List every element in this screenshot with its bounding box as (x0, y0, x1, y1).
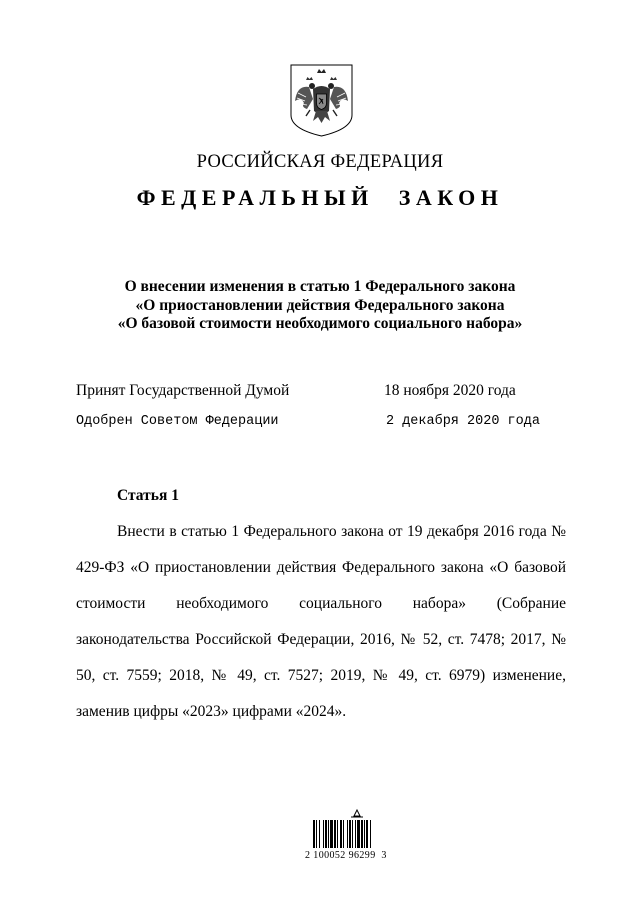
barcode-bar (370, 820, 371, 848)
document-type: ФЕДЕРАЛЬНЫЙ ЗАКОН (136, 185, 504, 210)
barcode-bar (325, 820, 327, 848)
barcode-bar (316, 820, 317, 848)
barcode-bar (364, 820, 365, 848)
barcode-bar (349, 820, 351, 848)
barcode-bar (347, 820, 348, 848)
approval-date: 2 декабря 2020 года (386, 414, 540, 429)
barcode-bar (366, 820, 368, 848)
barcode-bar (343, 820, 344, 848)
barcode-bar (361, 820, 363, 848)
barcode-bar (352, 820, 353, 848)
barcode-bar (355, 820, 356, 848)
russian-emblem-icon (289, 63, 354, 138)
barcode-bar (330, 820, 333, 848)
barcode-bar (328, 820, 329, 848)
law-title-line: «О приостановлении действия Федерального закона (135, 296, 505, 314)
barcode-bar (323, 820, 324, 848)
approved-by-label: Одобрен Советом Федерации (76, 414, 279, 429)
barcode-bar (340, 820, 342, 848)
barcode-bar (334, 820, 336, 848)
barcode-number: 2 100052 96299 3 (305, 850, 387, 861)
article-body: Внести в статью 1 Федерального закона от 19 декабря 2016 года № 429-ФЗ «О приостановлении действия Федерального закона «О базовой стоимости необходимого социального набора» (Собрание законодательства Российской Федерации, 2016, № 52, ст. 7478; 2017, № 50, ст. 7559; 2018, № 49, ст. 7527; 2019, № 49, ст. 6979) изменение, заменив цифры «2023» цифрами «2024». (76, 523, 566, 720)
adopted-by-label: Принят Государственной Думой (76, 382, 290, 399)
barcode-bar (357, 820, 360, 848)
adoption-date: 18 ноября 2020 года (384, 382, 516, 399)
barcode-bar (319, 820, 320, 848)
law-title-line: О внесении изменения в статью 1 Федерального закона (124, 278, 516, 295)
barcode-bar (337, 820, 338, 848)
law-title-line: «О базовой стоимости необходимого социального набора» (117, 315, 523, 332)
country-name: РОССИЙСКАЯ ФЕДЕРАЦИЯ (196, 152, 444, 172)
law-title (0, 278, 640, 334)
barcode-bar (313, 820, 315, 848)
article-heading: Статья 1 (117, 487, 179, 504)
